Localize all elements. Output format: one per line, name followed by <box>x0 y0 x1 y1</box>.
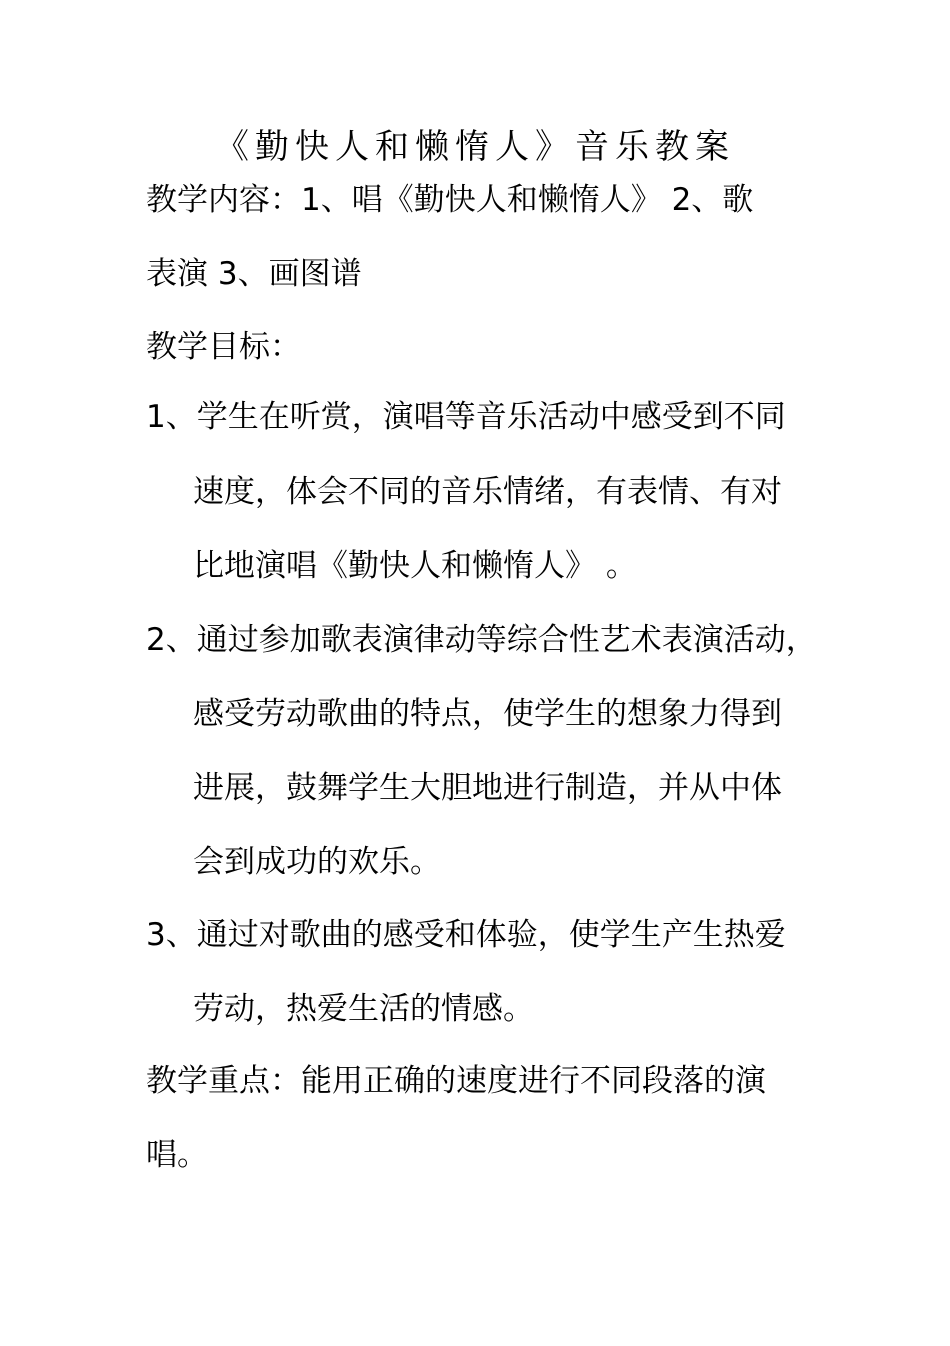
goal-2-line-2: 感受劳动歌曲的特点，使学生的想象力得到 <box>193 696 782 732</box>
goal-3-line-2: 劳动，热爱生活的情感。 <box>193 991 534 1027</box>
teaching-content-line-1: 教学内容：1、唱《勤快人和懒惰人》 2、歌 <box>146 182 754 218</box>
goal-1-line-2: 速度，体会不同的音乐情绪，有表情、有对 <box>193 474 782 510</box>
teaching-goals-heading: 教学目标： <box>146 329 301 365</box>
goal-1-line-3: 比地演唱《勤快人和懒惰人》 。 <box>193 548 637 584</box>
goal-3-line-1: 3、通过对歌曲的感受和体验，使学生产生热爱 <box>146 917 786 953</box>
goal-2-line-3: 进展，鼓舞学生大胆地进行制造，并从中体 <box>193 770 782 806</box>
document-title: 《勤快人和懒惰人》音乐教案 <box>215 127 735 167</box>
teaching-content-line-2: 表演 3、画图谱 <box>146 256 362 292</box>
goal-1-line-1: 1、学生在听赏，演唱等音乐活动中感受到不同 <box>146 399 786 435</box>
goal-2-line-1: 2、通过参加歌表演律动等综合性艺术表演活动， <box>146 622 817 658</box>
goal-2-line-4: 会到成功的欢乐。 <box>193 844 441 880</box>
key-point-line-1: 教学重点：能用正确的速度进行不同段落的演 <box>146 1063 766 1099</box>
key-point-line-2: 唱。 <box>146 1137 208 1173</box>
